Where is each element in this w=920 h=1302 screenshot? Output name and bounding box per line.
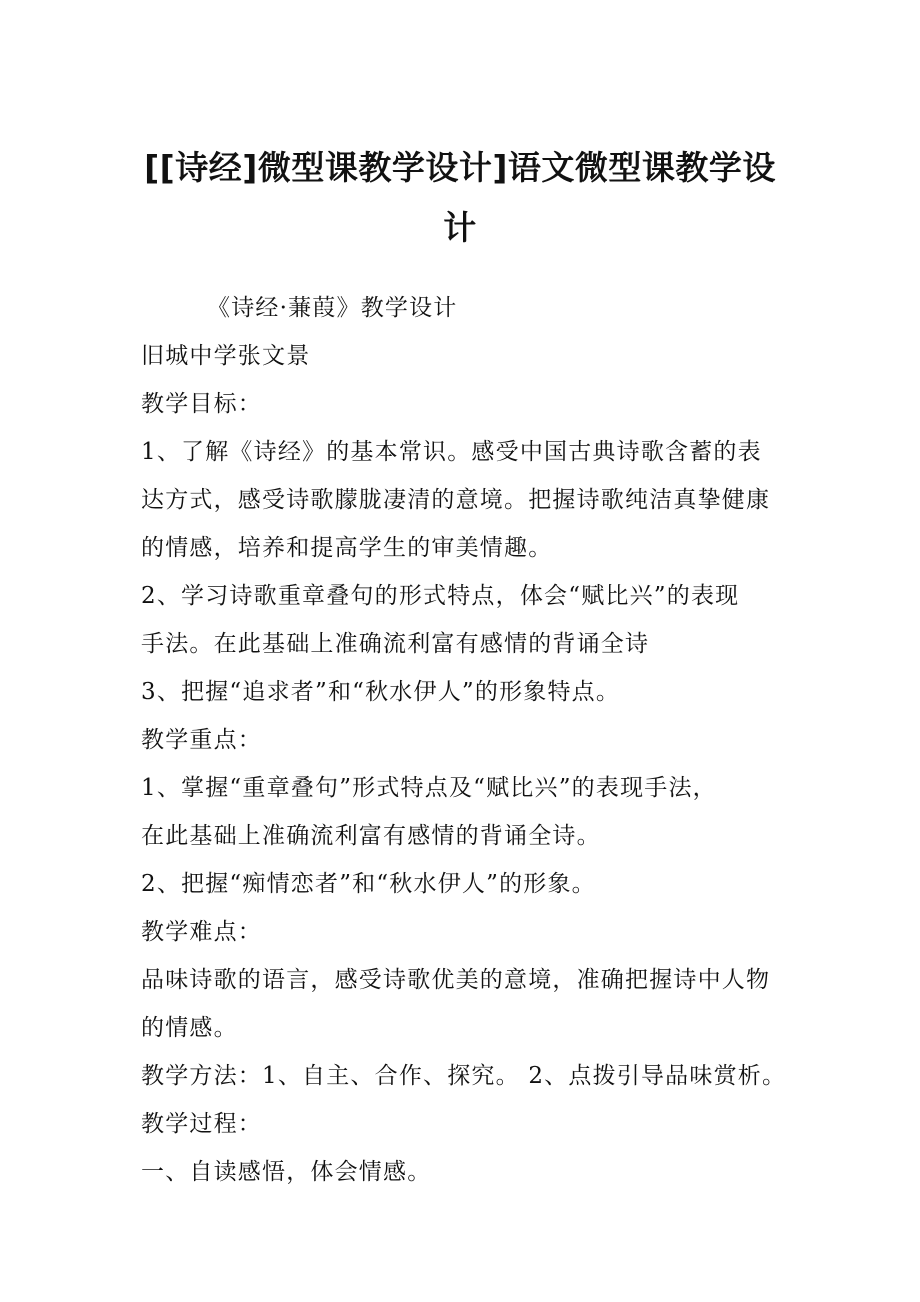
paragraph-line: 的情感。 xyxy=(141,1015,238,1041)
paragraph-line: 3、把握“追求者”和“秋水伊人”的形象特点。 xyxy=(141,679,621,705)
subtitle: 《诗经·蒹葭》教学设计 xyxy=(207,295,458,321)
section-heading-objectives: 教学目标： xyxy=(141,391,262,417)
section-heading-difficulties: 教学难点： xyxy=(141,919,262,945)
methods-line: 教学方法：1、自主、合作、探究。 2、点拨引导品味赏析。 xyxy=(141,1063,787,1089)
paragraph-line: 1、掌握“重章叠句”形式特点及“赋比兴”的表现手法， xyxy=(141,775,717,801)
paragraph-line: 2、学习诗歌重章叠句的形式特点，体会“赋比兴”的表现 xyxy=(141,583,740,609)
paragraph-line: 达方式，感受诗歌朦胧凄清的意境。把握诗歌纯洁真挚健康 xyxy=(141,487,771,513)
paragraph-line: 1、了解《诗经》的基本常识。感受中国古典诗歌含蓄的表 xyxy=(141,439,762,465)
document-body xyxy=(141,284,801,1196)
author-line: 旧城中学张文景 xyxy=(141,343,311,369)
paragraph-line: 在此基础上准确流利富有感情的背诵全诗。 xyxy=(141,823,601,849)
title-line-1: [[诗经]微型课教学设计]语文微型课教学设 xyxy=(144,148,776,187)
section-heading-key-points: 教学重点： xyxy=(141,727,262,753)
title-line-2: 计 xyxy=(443,208,477,247)
paragraph-line: 的情感，培养和提高学生的审美情趣。 xyxy=(141,535,553,561)
paragraph-line: 品味诗歌的语言，感受诗歌优美的意境，准确把握诗中人物 xyxy=(141,967,771,993)
document-title xyxy=(100,138,820,258)
paragraph-line: 2、把握“痴情恋者”和“秋水伊人”的形象。 xyxy=(141,871,596,897)
paragraph-line: 一、自读感悟，体会情感。 xyxy=(141,1159,432,1185)
paragraph-line: 手法。在此基础上准确流利富有感情的背诵全诗 xyxy=(141,631,650,657)
section-heading-process: 教学过程： xyxy=(141,1111,262,1137)
